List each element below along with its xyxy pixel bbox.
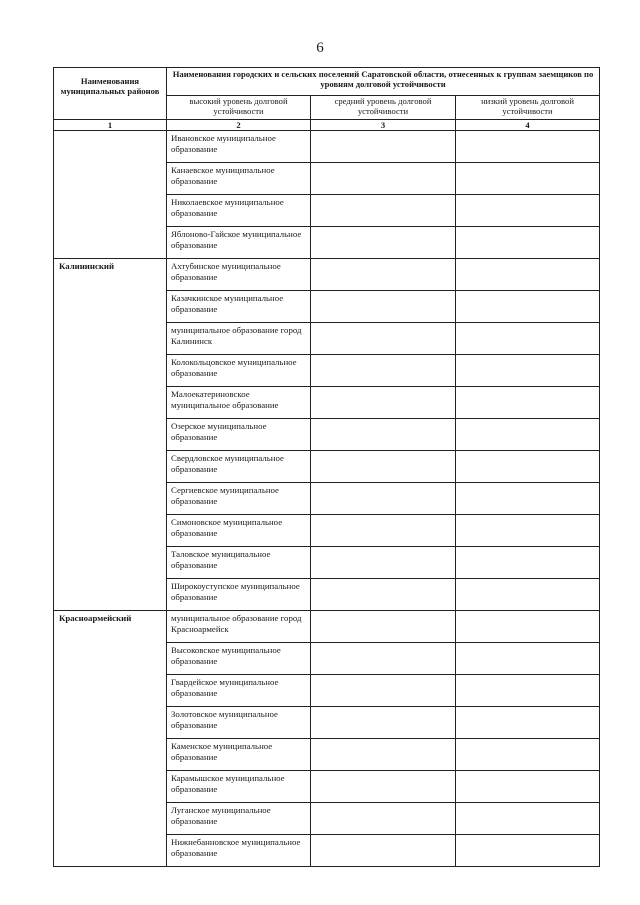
medium-level-cell — [311, 323, 456, 355]
medium-level-cell — [311, 387, 456, 419]
settlement-cell: Канаевское муниципальное образование — [167, 163, 311, 195]
table-row — [54, 259, 600, 291]
settlement-cell: Высоковское муниципальное образование — [167, 643, 311, 675]
medium-level-cell — [311, 611, 456, 643]
settlement-cell: Озерское муниципальное образование — [167, 419, 311, 451]
settlement-cell: Казачкинское муниципальное образование — [167, 291, 311, 323]
settlement-cell: Николаевское муниципальное образование — [167, 195, 311, 227]
table-row — [54, 131, 600, 163]
table-row — [54, 611, 600, 643]
medium-level-cell — [311, 355, 456, 387]
settlement-cell: Свердловское муниципальное образование — [167, 451, 311, 483]
medium-level-cell — [311, 547, 456, 579]
medium-level-cell — [311, 515, 456, 547]
district-cell: Красноармейский — [54, 611, 167, 867]
low-level-cell — [456, 547, 600, 579]
medium-level-cell — [311, 163, 456, 195]
settlement-cell: муниципальное образование город Красноармейск — [167, 611, 311, 643]
settlement-cell: Яблоново-Гайское муниципальное образование — [167, 227, 311, 259]
settlement-cell: Ивановское муниципальное образование — [167, 131, 311, 163]
low-level-cell — [456, 419, 600, 451]
settlement-cell: Карамышское муниципальное образование — [167, 771, 311, 803]
medium-level-cell — [311, 483, 456, 515]
header-group-title-label: Наименования городских и сельских поселений Саратовской области, отнесенных к группам заемщиков по уровням долговой устойчивости — [172, 69, 594, 89]
medium-level-cell — [311, 419, 456, 451]
medium-level-cell — [311, 771, 456, 803]
district-cell: Калининский — [54, 259, 167, 611]
low-level-cell — [456, 131, 600, 163]
column-number-1: 1 — [54, 120, 167, 131]
low-level-cell — [456, 707, 600, 739]
column-number-4: 4 — [456, 120, 600, 131]
low-level-cell — [456, 515, 600, 547]
low-level-cell — [456, 387, 600, 419]
column-number-3: 3 — [311, 120, 456, 131]
settlement-cell: Таловское муниципальное образование — [167, 547, 311, 579]
medium-level-cell — [311, 579, 456, 611]
low-level-cell — [456, 675, 600, 707]
settlement-cell: Каменское муниципальное образование — [167, 739, 311, 771]
header-low-level-label: низкий уровень долговой устойчивости — [481, 96, 574, 116]
header-high-level — [167, 96, 311, 120]
district-cell — [54, 131, 167, 259]
settlement-cell: Гвардейское муниципальное образование — [167, 675, 311, 707]
settlement-cell: Луганское муниципальное образование — [167, 803, 311, 835]
medium-level-cell — [311, 131, 456, 163]
settlement-cell: Ахтубинское муниципальное образование — [167, 259, 311, 291]
medium-level-cell — [311, 259, 456, 291]
header-low-level — [456, 96, 600, 120]
low-level-cell — [456, 611, 600, 643]
medium-level-cell — [311, 835, 456, 867]
settlement-cell: Малоекатериновское муниципальное образование — [167, 387, 311, 419]
medium-level-cell — [311, 739, 456, 771]
low-level-cell — [456, 163, 600, 195]
header-group-title — [167, 68, 600, 96]
header-high-level-label: высокий уровень долговой устойчивости — [189, 96, 288, 116]
low-level-cell — [456, 579, 600, 611]
column-number-2: 2 — [167, 120, 311, 131]
page-number: 6 — [316, 40, 324, 56]
table-body — [54, 131, 600, 867]
low-level-cell — [456, 483, 600, 515]
settlement-cell: Золотовское муниципальное образование — [167, 707, 311, 739]
settlement-cell: муниципальное образование город Калининск — [167, 323, 311, 355]
low-level-cell — [456, 451, 600, 483]
header-districts — [54, 68, 167, 120]
settlement-cell: Колокольцовское муниципальное образование — [167, 355, 311, 387]
low-level-cell — [456, 227, 600, 259]
medium-level-cell — [311, 803, 456, 835]
header-medium-level — [311, 96, 456, 120]
medium-level-cell — [311, 707, 456, 739]
low-level-cell — [456, 803, 600, 835]
low-level-cell — [456, 259, 600, 291]
low-level-cell — [456, 835, 600, 867]
settlement-cell: Нижнебанновское муниципальное образование — [167, 835, 311, 867]
settlement-cell: Широкоуступское муниципальное образование — [167, 579, 311, 611]
medium-level-cell — [311, 291, 456, 323]
medium-level-cell — [311, 227, 456, 259]
low-level-cell — [456, 323, 600, 355]
medium-level-cell — [311, 195, 456, 227]
low-level-cell — [456, 643, 600, 675]
medium-level-cell — [311, 643, 456, 675]
settlements-table — [53, 67, 600, 867]
settlement-cell: Симоновское муниципальное образование — [167, 515, 311, 547]
header-medium-level-label: средний уровень долговой устойчивости — [334, 96, 432, 116]
medium-level-cell — [311, 451, 456, 483]
low-level-cell — [456, 291, 600, 323]
low-level-cell — [456, 771, 600, 803]
low-level-cell — [456, 739, 600, 771]
header-districts-label: Наименования муниципальных районов — [60, 76, 160, 96]
medium-level-cell — [311, 675, 456, 707]
settlement-cell: Сергиевское муниципальное образование — [167, 483, 311, 515]
low-level-cell — [456, 195, 600, 227]
low-level-cell — [456, 355, 600, 387]
